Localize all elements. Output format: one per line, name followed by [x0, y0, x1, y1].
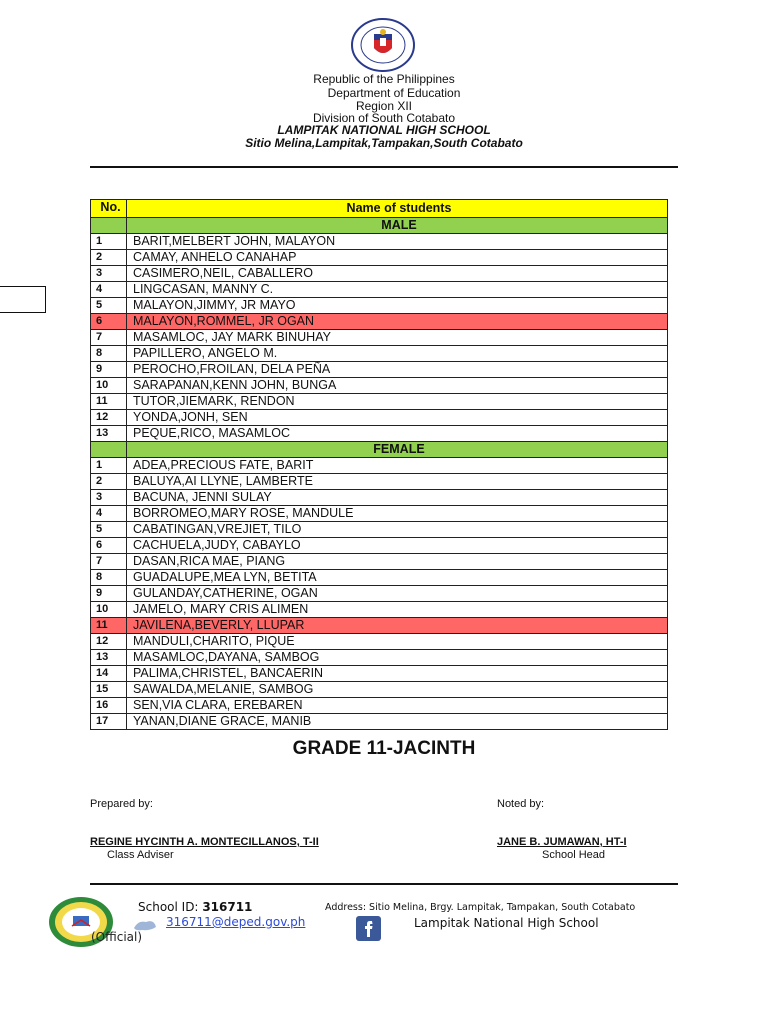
student-number: 15 — [91, 682, 127, 698]
table-row — [91, 714, 668, 730]
student-name: CACHUELA,JUDY, CABAYLO — [127, 538, 668, 554]
noter-role: School Head — [542, 849, 605, 861]
table-row — [91, 346, 668, 362]
student-name: JAMELO, MARY CRIS ALIMEN — [127, 602, 668, 618]
student-name: PEROCHO,FROILAN, DELA PEÑA — [127, 362, 668, 378]
student-name: LINGCASAN, MANNY C. — [127, 282, 668, 298]
student-number: 8 — [91, 346, 127, 362]
grade-section-title: GRADE 11-JACINTH — [292, 738, 476, 759]
student-number: 17 — [91, 714, 127, 730]
student-number: 4 — [91, 282, 127, 298]
section-label-female: FEMALE — [127, 442, 668, 458]
section-row-male — [91, 218, 668, 234]
deped-seal-logo — [350, 18, 416, 72]
column-header-no: No. — [91, 200, 127, 218]
table-row — [91, 362, 668, 378]
student-number: 10 — [91, 378, 127, 394]
table-row — [91, 634, 668, 650]
table-row — [91, 298, 668, 314]
student-name: GULANDAY,CATHERINE, OGAN — [127, 586, 668, 602]
column-header-name: Name of students — [127, 200, 668, 218]
student-name: CASIMERO,NEIL, CABALLERO — [127, 266, 668, 282]
student-number: 3 — [91, 490, 127, 506]
student-number: 1 — [91, 458, 127, 474]
header-school-address: Sitio Melina,Lampitak,Tampakan,South Cotabato — [245, 136, 523, 150]
student-name: SARAPANAN,KENN JOHN, BUNGA — [127, 378, 668, 394]
table-header-row — [91, 200, 668, 218]
student-number: 7 — [91, 330, 127, 346]
table-row — [91, 474, 668, 490]
table-row — [91, 682, 668, 698]
student-number: 10 — [91, 602, 127, 618]
school-id-value: 316711 — [202, 900, 253, 914]
student-number: 3 — [91, 266, 127, 282]
student-name: SAWALDA,MELANIE, SAMBOG — [127, 682, 668, 698]
table-row — [91, 394, 668, 410]
header-department: Department of Education — [327, 86, 461, 100]
table-row — [91, 378, 668, 394]
table-row — [91, 250, 668, 266]
student-name: PEQUE,RICO, MASAMLOC — [127, 426, 668, 442]
student-number: 5 — [91, 298, 127, 314]
footer-address: Address: Sitio Melina, Brgy. Lampitak, Tampakan, South Cotabato — [325, 902, 636, 913]
student-name: PAPILLERO, ANGELO M. — [127, 346, 668, 362]
student-name: MALAYON,JIMMY, JR MAYO — [127, 298, 668, 314]
student-number: 2 — [91, 250, 127, 266]
student-name: YONDA,JONH, SEN — [127, 410, 668, 426]
student-number: 12 — [91, 410, 127, 426]
student-name: MASAMLOC, JAY MARK BINUHAY — [127, 330, 668, 346]
noter-name: JANE B. JUMAWAN, HT-I — [497, 836, 627, 848]
student-name: BARIT,MELBERT JOHN, MALAYON — [127, 234, 668, 250]
header-divider — [90, 166, 678, 168]
student-number: 4 — [91, 506, 127, 522]
header-school-name: LAMPITAK NATIONAL HIGH SCHOOL — [277, 123, 491, 137]
student-name: CAMAY, ANHELO CANAHAP — [127, 250, 668, 266]
facebook-page-name: Lampitak National High School — [414, 916, 599, 930]
student-number: 6 — [91, 314, 127, 330]
student-number: 5 — [91, 522, 127, 538]
table-row — [91, 538, 668, 554]
preparer-name: REGINE HYCINTH A. MONTECILLANOS, T-II — [90, 836, 319, 848]
table-row — [91, 698, 668, 714]
prepared-by-label: Prepared by: — [90, 798, 153, 810]
student-name: JAVILENA,BEVERLY, LLUPAR — [127, 618, 668, 634]
table-row — [91, 602, 668, 618]
student-number: 9 — [91, 362, 127, 378]
table-row — [91, 314, 668, 330]
section-label-male: MALE — [127, 218, 668, 234]
facebook-icon[interactable] — [356, 916, 381, 941]
table-row — [91, 554, 668, 570]
student-number: 7 — [91, 554, 127, 570]
table-row — [91, 426, 668, 442]
student-name: BALUYA,AI LLYNE, LAMBERTE — [127, 474, 668, 490]
student-name: MALAYON,ROMMEL, JR OGAN — [127, 314, 668, 330]
student-number: 11 — [91, 394, 127, 410]
table-row — [91, 490, 668, 506]
student-name: MANDULI,CHARITO, PIQUE — [127, 634, 668, 650]
school-id-label — [138, 900, 252, 914]
section-row-female — [91, 442, 668, 458]
student-name: PALIMA,CHRISTEL, BANCAERIN — [127, 666, 668, 682]
student-number: 1 — [91, 234, 127, 250]
official-label: (Official) — [91, 930, 143, 944]
student-name: TUTOR,JIEMARK, RENDON — [127, 394, 668, 410]
student-number: 9 — [91, 586, 127, 602]
table-row — [91, 458, 668, 474]
school-id-label-text: School ID: — [138, 900, 199, 914]
header-division: Division of South Cotabato — [312, 111, 456, 125]
student-number: 8 — [91, 570, 127, 586]
noted-by-label: Noted by: — [497, 798, 545, 810]
student-number: 13 — [91, 426, 127, 442]
student-roster-table — [90, 199, 668, 730]
student-name: CABATINGAN,VREJIET, TILO — [127, 522, 668, 538]
student-name: GUADALUPE,MEA LYN, BETITA — [127, 570, 668, 586]
school-email-link[interactable]: 316711@deped.gov.ph — [166, 915, 306, 929]
table-row — [91, 234, 668, 250]
student-number: 12 — [91, 634, 127, 650]
table-row — [91, 282, 668, 298]
section-spacer — [91, 218, 127, 234]
table-row — [91, 330, 668, 346]
table-row — [91, 522, 668, 538]
table-row — [91, 618, 668, 634]
student-number: 11 — [91, 618, 127, 634]
table-row — [91, 570, 668, 586]
margin-box — [0, 286, 46, 313]
student-name: ADEA,PRECIOUS FATE, BARIT — [127, 458, 668, 474]
student-name: DASAN,RICA MAE, PIANG — [127, 554, 668, 570]
preparer-role: Class Adviser — [107, 849, 174, 861]
table-row — [91, 410, 668, 426]
section-spacer — [91, 442, 127, 458]
header-republic: Republic of the Philippines — [313, 72, 455, 86]
table-row — [91, 650, 668, 666]
student-name: MASAMLOC,DAYANA, SAMBOG — [127, 650, 668, 666]
header-region: Region XII — [355, 99, 413, 113]
table-row — [91, 666, 668, 682]
student-name: BORROMEO,MARY ROSE, MANDULE — [127, 506, 668, 522]
table-row — [91, 266, 668, 282]
table-row — [91, 506, 668, 522]
table-row — [91, 586, 668, 602]
student-name: YANAN,DIANE GRACE, MANIB — [127, 714, 668, 730]
student-number: 14 — [91, 666, 127, 682]
footer-divider — [90, 883, 678, 885]
student-name: SEN,VIA CLARA, EREBAREN — [127, 698, 668, 714]
student-name: BACUNA, JENNI SULAY — [127, 490, 668, 506]
student-number: 16 — [91, 698, 127, 714]
student-number: 2 — [91, 474, 127, 490]
student-number: 6 — [91, 538, 127, 554]
student-number: 13 — [91, 650, 127, 666]
